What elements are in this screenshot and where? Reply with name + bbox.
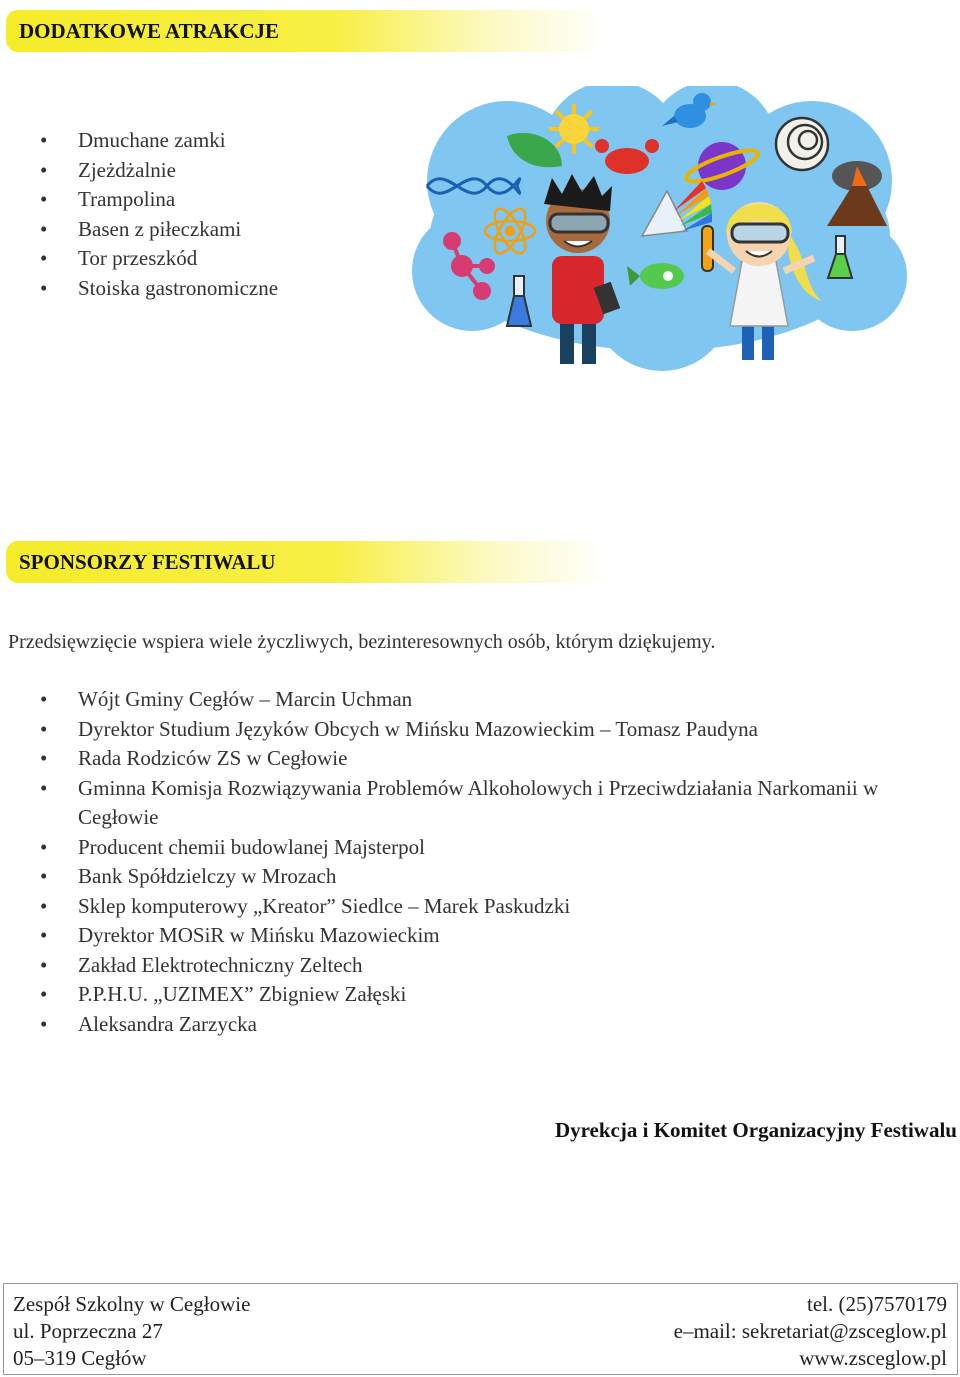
shell-icon bbox=[776, 118, 828, 170]
website-link[interactable]: www.zsceglow.pl bbox=[799, 1346, 947, 1370]
list-item: • Tor przeszkód bbox=[0, 244, 278, 274]
sponsors-heading: SPONSORZY FESTIWALU bbox=[6, 541, 606, 583]
sun-icon bbox=[549, 104, 599, 154]
test-tube-icon bbox=[702, 226, 713, 271]
school-name: Zespół Szkolny w Cegłowie bbox=[13, 1292, 251, 1316]
list-item: • P.P.H.U. „UZIMEX” Zbigniew Załęski bbox=[0, 980, 960, 1010]
list-item: • Zjeżdżalnie bbox=[0, 156, 278, 186]
science-kids-illustration bbox=[412, 86, 908, 376]
signature: Dyrekcja i Komitet Organizacyjny Festiwalu bbox=[554, 1118, 957, 1142]
attractions-heading: DODATKOWE ATRAKCJE bbox=[6, 10, 606, 52]
list-item: • Dmuchane zamki bbox=[0, 126, 278, 156]
sponsors-list bbox=[0, 685, 960, 1039]
list-item: • Dyrektor MOSiR w Mińsku Mazowieckim bbox=[0, 921, 960, 951]
footer-row bbox=[4, 1291, 957, 1318]
list-item: • Trampolina bbox=[0, 185, 278, 215]
list-item: • Basen z piłeczkami bbox=[0, 215, 278, 245]
list-item: • Producent chemii budowlanej Majsterpol bbox=[0, 833, 960, 863]
list-item: • Sklep komputerowy „Kreator” Siedlce – Marek Paskudzki bbox=[0, 892, 960, 922]
list-item: • Rada Rodziców ZS w Cegłowie bbox=[0, 744, 960, 774]
list-item: • Stoiska gastronomiczne bbox=[0, 274, 278, 304]
city-address: 05–319 Cegłów bbox=[13, 1346, 147, 1370]
phone-number: tel. (25)7570179 bbox=[807, 1292, 947, 1316]
footer-contact-box bbox=[3, 1283, 958, 1375]
footer-row bbox=[4, 1345, 957, 1372]
list-item: • Aleksandra Zarzycka bbox=[0, 1010, 960, 1040]
email-address: e–mail: sekretariat@zsceglow.pl bbox=[673, 1319, 947, 1343]
street-address: ul. Poprzeczna 27 bbox=[13, 1319, 163, 1343]
list-item: • Wójt Gminy Cegłów – Marcin Uchman bbox=[0, 685, 960, 715]
list-item: • Dyrektor Studium Języków Obcych w Mińsku Mazowieckim – Tomasz Paudyna bbox=[0, 715, 960, 745]
list-item: • Gminna Komisja Rozwiązywania Problemów Alkoholowych i Przeciwdziałania Narkomanii w Cegłowie bbox=[0, 774, 960, 833]
sponsors-intro: Przedsięwzięcie wspiera wiele życzliwych, bezinteresownych osób, którym dziękujemy. bbox=[8, 631, 716, 653]
list-item: • Zakład Elektrotechniczny Zeltech bbox=[0, 951, 960, 981]
footer-row bbox=[4, 1318, 957, 1345]
list-item: • Bank Spółdzielczy w Mrozach bbox=[0, 862, 960, 892]
attractions-list bbox=[0, 126, 278, 304]
